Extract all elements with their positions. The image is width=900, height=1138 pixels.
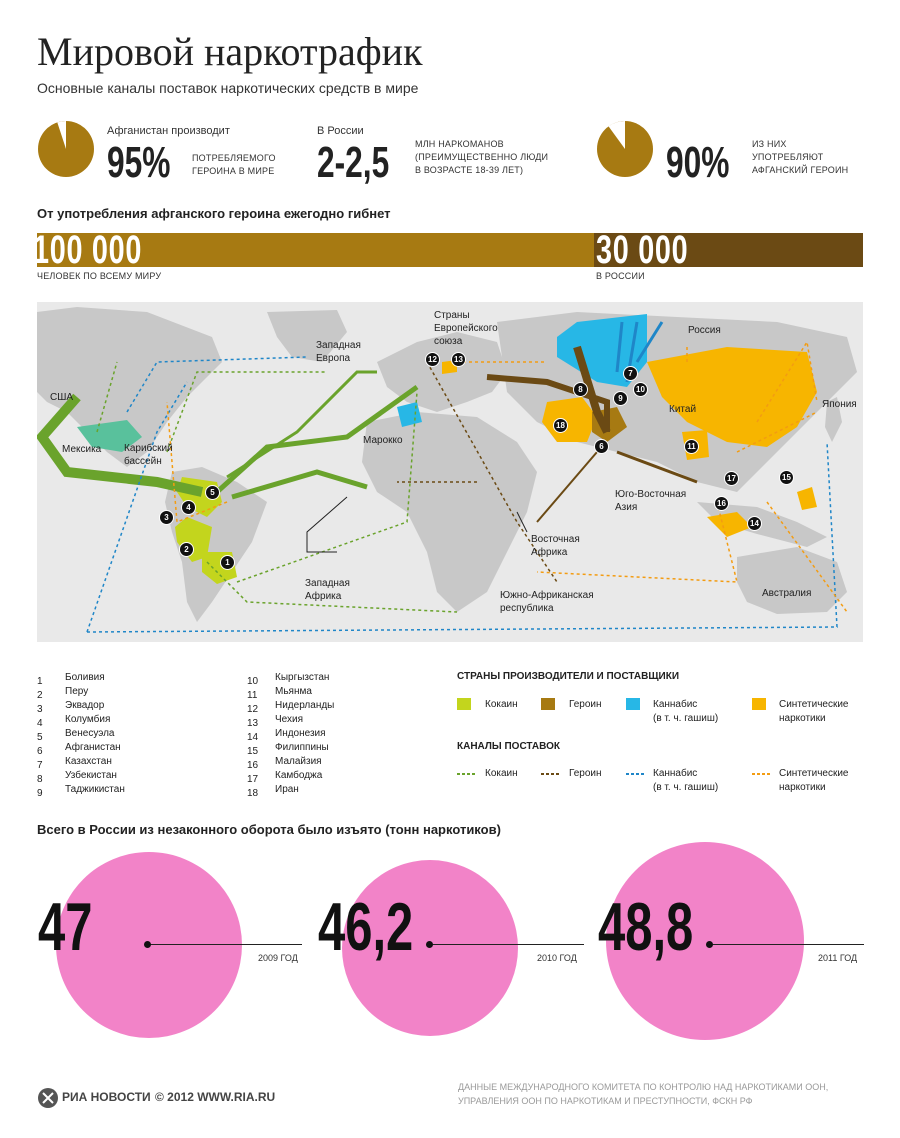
marker-1: 1 xyxy=(220,555,235,570)
legend-channels-heading: КАНАЛЫ ПОСТАВОК xyxy=(457,741,560,752)
label-south-africa: Южно-Африканская республика xyxy=(500,590,594,614)
legend-channel-cocaine: Кокаин xyxy=(485,768,518,779)
legend-channel-synthetic: Синтетические наркотики xyxy=(779,768,849,793)
deaths-world-value: 100 000 xyxy=(33,228,143,272)
legend-swatch-cannabis xyxy=(626,698,640,710)
marker-2: 2 xyxy=(179,542,194,557)
label-west-europe: Западная Европа xyxy=(316,340,361,364)
label-china: Китай xyxy=(669,404,697,415)
label-sea: Юго-Восточная Азия xyxy=(615,489,687,513)
seizure-value-2009: 47 xyxy=(38,889,93,965)
label-east-africa: Восточная Африка xyxy=(531,534,580,558)
page-subtitle: Основные каналы поставок наркотических средств в мире xyxy=(37,80,419,96)
ria-logo-icon xyxy=(37,1087,59,1109)
marker-4: 4 xyxy=(181,500,196,515)
ria-logo-text: РИА НОВОСТИ xyxy=(62,1090,151,1104)
marker-8: 8 xyxy=(573,382,588,397)
seizure-line-2009 xyxy=(146,944,302,945)
legend-producers-heading: СТРАНЫ ПРОИЗВОДИТЕЛИ И ПОСТАВЩИКИ xyxy=(457,671,680,682)
marker-16: 16 xyxy=(714,496,729,511)
source-note: ДАННЫЕ МЕЖДУНАРОДНОГО КОМИТЕТА ПО КОНТРОЛЮ НАД НАРКОТИКАМИ ООН, УПРАВЛЕНИЯ ООН ПО НАРКОТИКАМ И ПРЕСТУПНОСТИ, ФСКН РФ xyxy=(458,1082,829,1106)
pie-chart-95 xyxy=(37,120,95,178)
marker-18: 18 xyxy=(553,418,568,433)
stat-heroin-value: 90% xyxy=(666,138,730,187)
country-list-1: 1 Боливия 2 Перу 3 Эквадор 4 Колумбия 5 Венесуэла 6 Афганистан 7 Казахстан 8 Узбекистан 9 Таджикистан xyxy=(37,672,125,799)
stat-afghan-desc: ПОТРЕБЛЯЕМОГО ГЕРОИНА В МИРЕ xyxy=(192,153,276,176)
deaths-russia-value: 30 000 xyxy=(596,228,689,272)
marker-9: 9 xyxy=(613,391,628,406)
legend-cocaine: Кокаин xyxy=(485,699,518,710)
seizure-year-2009: 2009 ГОД xyxy=(258,953,298,963)
deaths-world-label: ЧЕЛОВЕК ПО ВСЕМУ МИРУ xyxy=(37,271,162,281)
stat-russia-desc: МЛН НАРКОМАНОВ (ПРЕИМУЩЕСТВЕННО ЛЮДИ В ВОЗРАСТЕ 18-39 ЛЕТ) xyxy=(415,139,549,175)
legend-line-cocaine xyxy=(457,769,475,779)
label-eu: Страны Европейского союза xyxy=(434,310,498,347)
legend-swatch-cocaine xyxy=(457,698,471,710)
seizure-dot-2009 xyxy=(144,941,151,948)
legend-synthetic: Синтетические наркотики xyxy=(779,699,849,724)
legend-heroin: Героин xyxy=(569,699,602,710)
seizure-line-2011 xyxy=(708,944,864,945)
seizures-heading: Всего в России из незаконного оборота было изъято (тонн наркотиков) xyxy=(37,822,501,837)
marker-13: 13 xyxy=(451,352,466,367)
pie-chart-90 xyxy=(596,120,654,178)
world-map xyxy=(37,302,863,642)
seizure-dot-2011 xyxy=(706,941,713,948)
label-japan: Япония xyxy=(822,399,857,410)
legend-line-synthetic xyxy=(752,769,770,779)
label-morocco: Марокко xyxy=(363,435,403,446)
marker-5: 5 xyxy=(205,485,220,500)
legend-line-cannabis xyxy=(626,769,644,779)
marker-11: 11 xyxy=(684,439,699,454)
seizure-value-2011: 48,8 xyxy=(598,889,694,965)
marker-12: 12 xyxy=(425,352,440,367)
stat-russia-pre: В России xyxy=(317,125,364,137)
deaths-russia-label: В РОССИИ xyxy=(596,271,645,281)
seizure-dot-2010 xyxy=(426,941,433,948)
marker-3: 3 xyxy=(159,510,174,525)
seizure-year-2010: 2010 ГОД xyxy=(537,953,577,963)
legend-swatch-synthetic xyxy=(752,698,766,710)
label-mexico: Мексика xyxy=(62,444,102,455)
label-caribbean: Карибский бассейн xyxy=(124,443,173,467)
legend-cannabis: Каннабис (в т. ч. гашиш) xyxy=(653,699,719,724)
seizure-year-2011: 2011 ГОД xyxy=(818,953,858,963)
seizure-value-2010: 46,2 xyxy=(318,889,414,965)
marker-6: 6 xyxy=(594,439,609,454)
page-title: Мировой наркотрафик xyxy=(37,29,423,74)
stat-russia-value: 2-2,5 xyxy=(317,138,390,187)
stat-afghan-value: 95% xyxy=(107,138,171,187)
marker-10: 10 xyxy=(633,382,648,397)
legend-channel-cannabis: Каннабис (в т. ч. гашиш) xyxy=(653,768,719,793)
seizure-line-2010 xyxy=(428,944,584,945)
stat-heroin-desc: ИЗ НИХ УПОТРЕБЛЯЮТ АФГАНСКИЙ ГЕРОИН xyxy=(752,139,849,175)
copyright: © 2012 WWW.RIA.RU xyxy=(155,1090,276,1104)
legend-swatch-heroin xyxy=(541,698,555,710)
marker-7: 7 xyxy=(623,366,638,381)
label-usa: США xyxy=(50,392,74,403)
label-west-africa: Западная Африка xyxy=(305,578,350,602)
label-australia: Австралия xyxy=(762,588,812,599)
label-russia: Россия xyxy=(688,325,721,336)
deaths-heading: От употребления афганского героина ежегодно гибнет xyxy=(37,206,391,221)
marker-17: 17 xyxy=(724,471,739,486)
marker-14: 14 xyxy=(747,516,762,531)
country-list-2: 10 Кыргызстан 11 Мьянма 12 Нидерланды 13 Чехия 14 Индонезия 15 Филиппины 16 Малайзия 17 Камбоджа 18 Иран xyxy=(247,672,335,799)
legend-line-heroin xyxy=(541,769,559,779)
marker-15: 15 xyxy=(779,470,794,485)
legend-channel-heroin: Героин xyxy=(569,768,602,779)
stat-afghan-pre: Афганистан производит xyxy=(107,125,230,137)
